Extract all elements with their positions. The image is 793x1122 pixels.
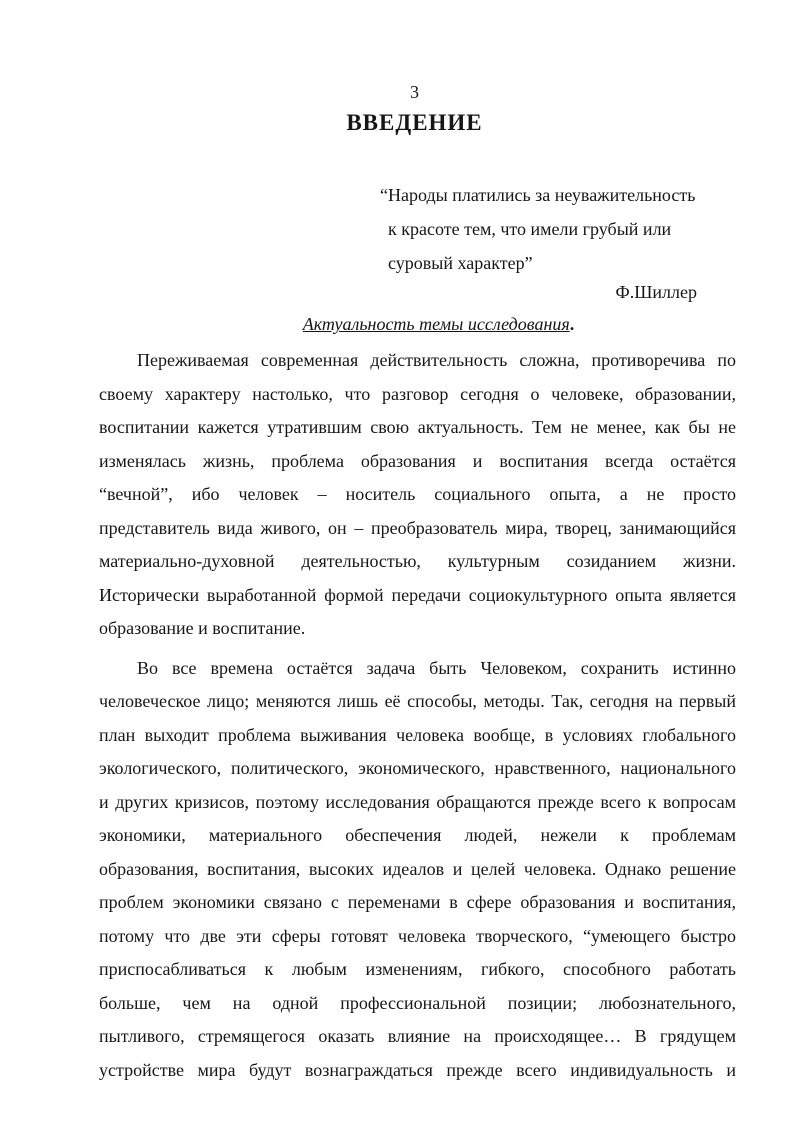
text-line: приспосабливаться к любым изменениям, гибкого, способного работать: [99, 959, 736, 979]
text-line: Во все времена остаётся задача быть Человеком, сохранить истинно: [137, 657, 736, 678]
paragraph: [99, 652, 736, 1088]
text-line: план выходит проблема выживания человека вообще, в условиях глобального: [99, 724, 736, 745]
text-line: своему характеру настолько, что разговор сегодня о человеке, образовании,: [99, 383, 736, 404]
text-line: больше, чем на одной профессиональной позиции; любознательного,: [99, 992, 736, 1013]
text-line: представитель вида живого, он – преобразователь мира, творец, занимающийся: [99, 517, 736, 538]
section-title-text: Актуальность темы исследования: [302, 314, 570, 334]
text-line: изменялась жизнь, проблема образования и воспитания всегда остаётся: [99, 450, 736, 471]
epigraph: [380, 178, 695, 280]
text-line: человеческое лицо; меняются лишь её способы, методы. Так, сегодня на первый: [99, 691, 736, 711]
epigraph-line: к красоте тем, что имели грубый или: [388, 219, 672, 239]
text-line: воспитании кажется утратившим свою актуальность. Тем не менее, как бы не: [99, 417, 736, 437]
text-line: образование и воспитание.: [99, 618, 306, 638]
text-line: Переживаемая современная действительность сложна, противоречива по: [137, 350, 736, 370]
text-line: “вечной”, ибо человек – носитель социального опыта, а не просто: [99, 484, 736, 504]
text-line: экономики, материального обеспечения людей, нежели к проблемам: [99, 825, 736, 845]
page-number: 3: [410, 82, 419, 102]
body-text: [99, 344, 736, 1087]
text-line: образования, воспитания, высоких идеалов и целей человека. Однако решение: [99, 858, 736, 879]
epigraph-line: “Народы платились за неуважительность: [380, 185, 696, 205]
text-line: Исторически выработанной формой передачи социокультурного опыта является: [99, 584, 736, 605]
text-line: пытливого, стремящегося оказать влияние на происходящее… В грядущем: [99, 1026, 736, 1046]
text-line: и других кризисов, поэтому исследования обращаются прежде всего к вопросам: [99, 791, 736, 812]
epigraph-line: суровый характер”: [388, 253, 533, 273]
text-line: экологического, политического, экономического, нравственного, национального: [99, 758, 736, 778]
text-line: материально-духовной деятельностью, культурным созиданием жизни.: [99, 551, 736, 571]
text-line: проблем экономики связано с переменами в сфере образования и воспитания,: [99, 892, 736, 912]
epigraph-author: Ф.Шиллер: [615, 282, 697, 302]
section-title: [0, 314, 793, 335]
page-heading: ВВЕДЕНИЕ: [346, 110, 483, 135]
section-title-period: .: [569, 314, 575, 334]
paragraph: [99, 344, 736, 646]
text-line: потому что две эти сферы готовят человека творческого, “умеющего быстро: [99, 925, 736, 946]
text-line: устройстве мира будут вознаграждаться прежде всего индивидуальность и: [99, 1059, 736, 1080]
